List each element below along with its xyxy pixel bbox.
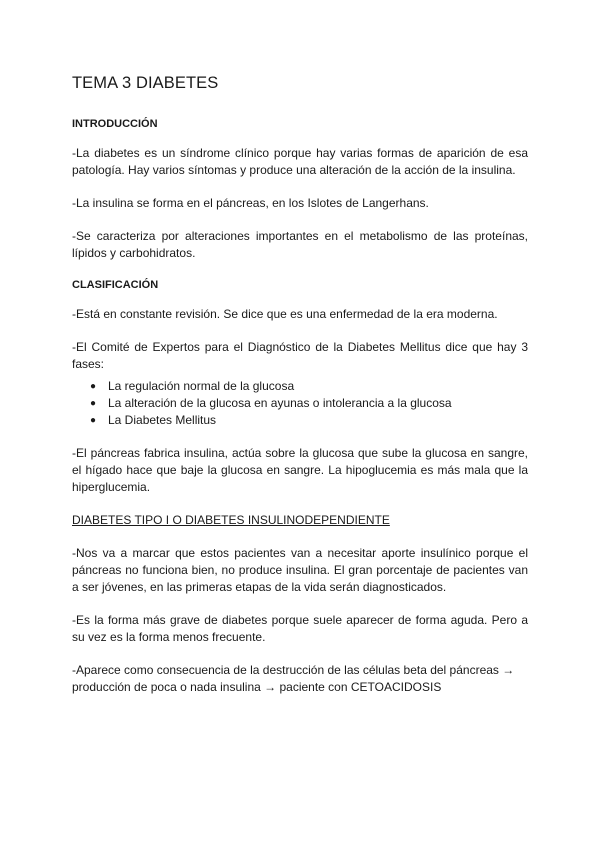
list-item <box>90 378 528 395</box>
paragraph: -Nos va a marcar que estos pacientes van a necesitar aporte insulínico porque el páncreas no funciona bien, no produce insulina. El gran porcentaje de pacientes van a ser jóvenes, en las primeras etapas de la vida serán diagnosticados. <box>72 546 528 594</box>
paragraph: -Es la forma más grave de diabetes porque suele aparecer de forma aguda. Pero a su vez es la forma menos frecuente. <box>72 613 528 644</box>
paragraph: -Se caracteriza por alteraciones importantes en el metabolismo de las proteínas, lípidos y carbohidratos. <box>72 229 528 260</box>
paragraph: -Está en constante revisión. Se dice que es una enfermedad de la era moderna. <box>72 307 498 321</box>
section-heading-introduccion: INTRODUCCIÓN <box>72 118 158 130</box>
bullet-icon: ● <box>90 381 97 392</box>
list-item <box>90 395 528 412</box>
list-item <box>90 412 528 429</box>
list-item-text: La regulación normal de la glucosa <box>108 379 295 393</box>
paragraph: -La diabetes es un síndrome clínico porque hay varias formas de aparición de esa patología. Hay varios síntomas y produce una alteración de la acción de la insulina. <box>72 146 528 177</box>
paragraph: -La insulina se forma en el páncreas, en los Islotes de Langerhans. <box>72 196 429 210</box>
paragraph: -Aparece como consecuencia de la destrucción de las células beta del páncreas → producción de poca o nada insulina → paciente con CETOACIDOSIS <box>72 663 515 694</box>
paragraph: -El Comité de Expertos para el Diagnóstico de la Diabetes Mellitus dice que hay 3 fases: <box>72 340 528 371</box>
document-page <box>72 72 528 712</box>
bullet-icon: ● <box>90 398 97 409</box>
list-item-text: La alteración de la glucosa en ayunas o intolerancia a la glucosa <box>108 396 452 410</box>
document-title: TEMA 3 DIABETES <box>72 74 219 92</box>
section-heading-clasificacion: CLASIFICACIÓN <box>72 279 159 291</box>
subsection-heading-tipo1: DIABETES TIPO I O DIABETES INSULINODEPENDIENTE <box>72 513 390 527</box>
phases-list <box>72 378 528 429</box>
paragraph: -El páncreas fabrica insulina, actúa sobre la glucosa que sube la glucosa en sangre, el hígado hace que baje la glucosa en sangre. La hipoglucemia es más mala que la hiperglucemia. <box>72 446 528 494</box>
list-item-text: La Diabetes Mellitus <box>108 413 217 427</box>
bullet-icon: ● <box>90 415 97 426</box>
